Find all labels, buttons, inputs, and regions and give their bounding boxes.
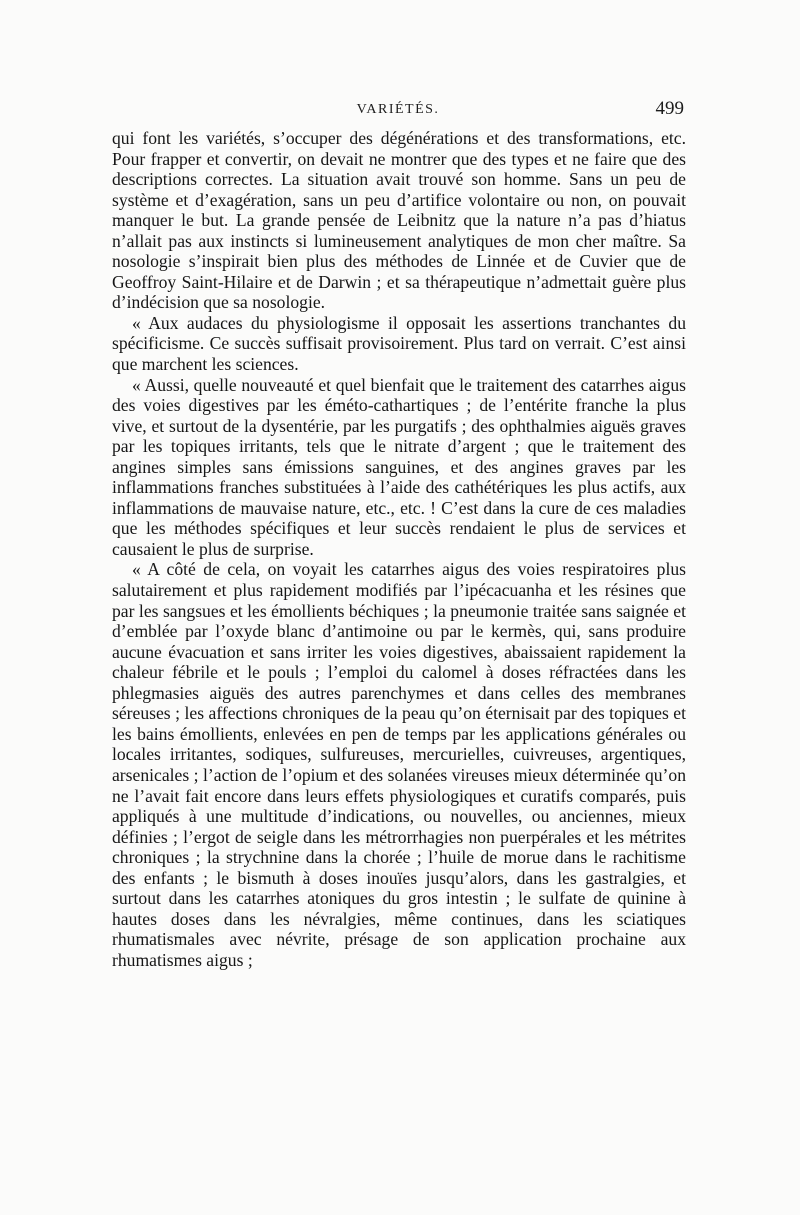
running-title: VARIÉTÉS. [356, 102, 440, 117]
paragraph-catarrhes-respiratoires: « A côté de cela, on voyait les catarrhes aigus des voies respiratoires plus salutairement et plus rapidement modifiés par l’ipécacuanha et les résines que par les sangsues et les émollients béchiques ; la pneumonie traitée sans saignée et d’emblée par l’oxyde blanc d’antimoine ou par le kermès, qui, sans produire aucune évacuation et sans irriter les voies digestives, abaissaient rapidement la chaleur fébrile et le pouls ; l’emploi du calomel à doses réfractées dans les phlegmasies aiguës des autres parenchymes et dans celles des membranes séreuses ; les affections chroniques de la peau qu’on éternisait par des topiques et les bains émollients, enlevées en pen de temps par les applications générales ou locales irritantes, sodiques, sulfureuses, mercurielles, cuivreuses, argentiques, arsenicales ; l’action de l’opium et des solanées vireuses mieux déterminée qu’on ne l’avait fait encore dans leurs effets physiologiques et curatifs comparés, puis appliqués à une multitude d’indications, ou nouvelles, ou anciennes, mieux définies ; l’ergot de seigle dans les métrorrhagies non puerpérales et les métrites chroniques ; la strychnine dans la chorée ; l’huile de morue dans le rachitisme des enfants ; le bismuth à doses inouïes jusqu’alors, dans les gastralgies, et surtout dans les catarrhes atoniques du gros intestin ; le sulfate de quinine à hautes doses dans les névralgies, même continues, dans les sciatiques rhumatismales avec névrite, présage de son application prochaine aux rhumatismes aigus ; [112, 559, 686, 970]
paragraph-continuation: qui font les variétés, s’occuper des dégénérations et des transformations, etc. Pour frapper et convertir, on devait ne montrer que des types et ne faire que des descriptions correctes. La situation avait trouvé son homme. Sans un peu de système et d’exagération, sans un peu d’artifice volontaire ou non, on pouvait manquer le but. La grande pensée de Leibnitz que la nature n’a pas d’hiatus n’allait pas aux instincts si lumineusement analytiques de mon cher maître. Sa nosologie s’inspirait bien plus des méthodes de Linnée et de Cuvier que de Geoffroy Saint-Hilaire et de Darwin ; et sa thérapeutique n’admettait guère plus d’indécision que sa nosologie. [112, 128, 686, 313]
running-head [112, 98, 684, 120]
paragraph-physiologisme: « Aux audaces du physiologisme il opposait les assertions tranchantes du spécificisme. Ce succès suffisait provisoirement. Plus tard on verrait. C’est ainsi que marchent les sciences. [112, 312, 686, 375]
page-number: 499 [655, 98, 684, 119]
body-text [112, 128, 686, 970]
paragraph-catarrhes-digestifs: « Aussi, quelle nouveauté et quel bienfait que le traitement des catarrhes aigus des voies digestives par les éméto-cathartiques ; de l’entérite franche la plus vive, et surtout de la dysentérie, par les purgatifs ; des ophthalmies aiguës graves par les topiques irritants, tels que le nitrate d’argent ; que le traitement des angines simples sans émissions sanguines, et des angines graves par les inflammations franches substituées à l’aide des cathétériques les plus actifs, aux inflammations de mauvaise nature, etc., etc. ! C’est dans la cure de ces maladies que les méthodes spécifiques et leur succès rendaient le plus de services et causaient le plus de surprise. [112, 374, 686, 559]
